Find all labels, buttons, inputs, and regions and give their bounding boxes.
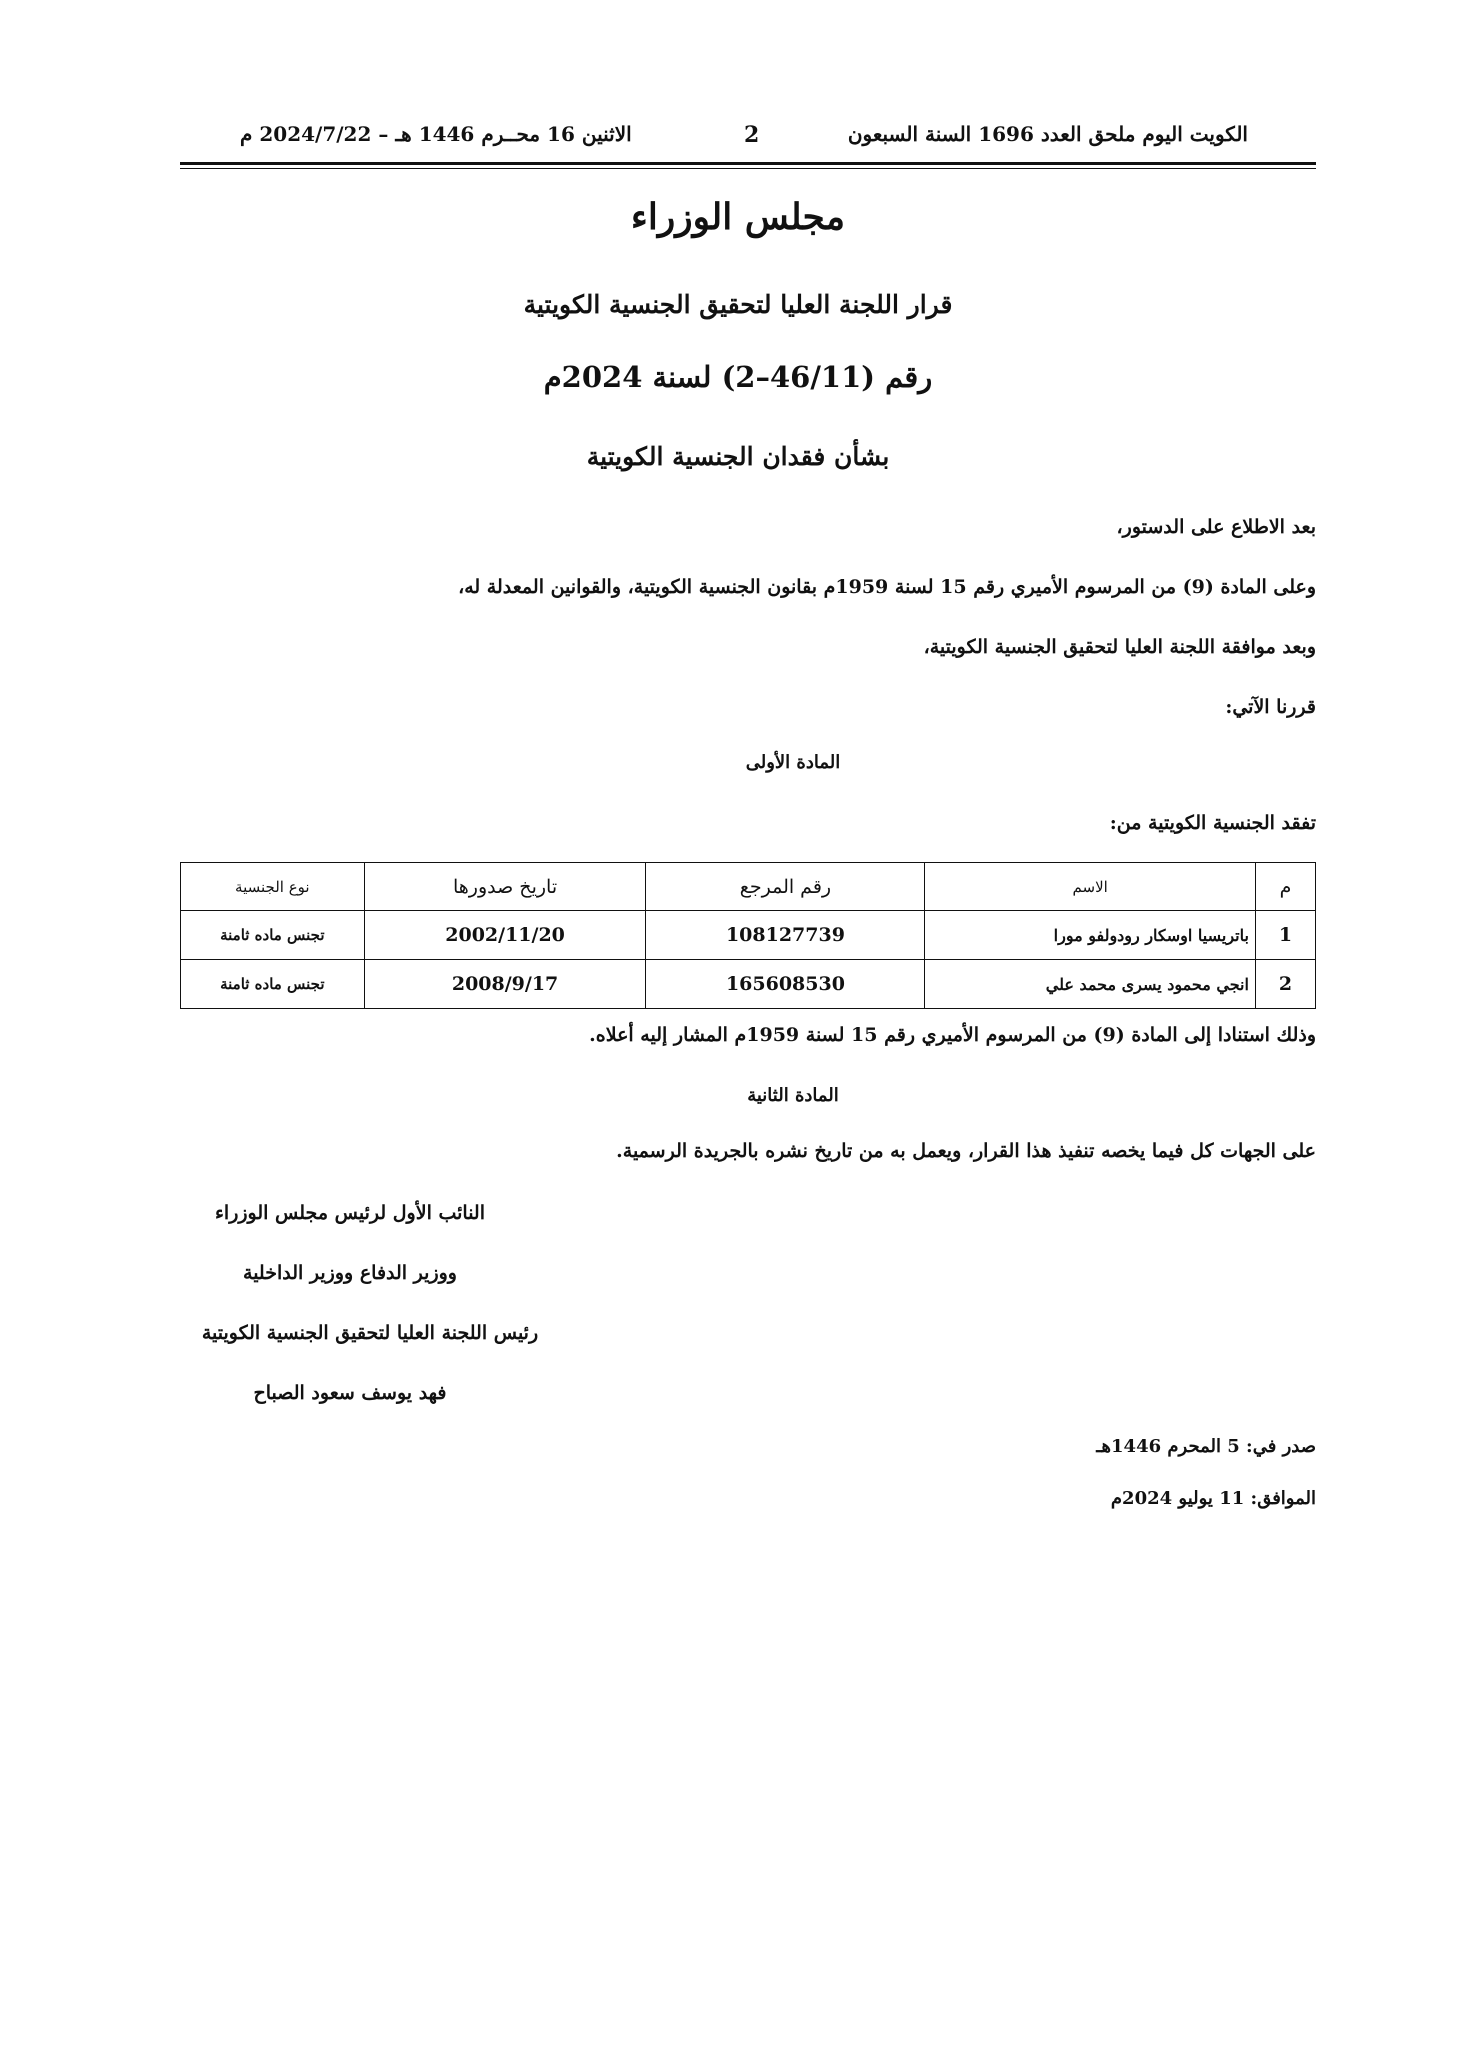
row-reference: 108127739: [646, 911, 925, 960]
article-1-footnote: وذلك استنادا إلى المادة (9) من المرسوم الأميري رقم 15 لسنة 1959م المشار إليه أعلاه.: [589, 1024, 1316, 1046]
article-2-heading: المادة الثانية: [747, 1085, 839, 1106]
article-1-intro: تفقد الجنسية الكويتية من:: [1109, 812, 1316, 834]
header-index: م: [1255, 863, 1315, 911]
gazette-issue-info: الكويت اليوم ملحق العدد 1696 السنة السبعون: [847, 122, 1248, 146]
row-index: 1: [1255, 911, 1315, 960]
row-date: 2008/9/17: [364, 960, 646, 1009]
signatory-name: فهد يوسف سعود الصباح: [253, 1382, 447, 1404]
decision-subject: بشأن فقدان الجنسية الكويتية: [586, 442, 890, 471]
row-type: تجنس ماده ثامنة: [181, 960, 365, 1009]
header-type: نوع الجنسية: [181, 863, 365, 911]
table-header-row: [181, 863, 1316, 911]
article-1-heading: المادة الأولى: [745, 752, 841, 773]
preamble-line-2: وعلى المادة (9) من المرسوم الأميري رقم 15 لسنة 1959م بقانون الجنسية الكويتية، والقوانين المعدلة له،: [458, 576, 1316, 598]
signature-title-3: رئيس اللجنة العليا لتحقيق الجنسية الكويتية: [201, 1322, 539, 1344]
table-row: [181, 911, 1316, 960]
signature-title-2: ووزير الدفاع ووزير الداخلية: [243, 1262, 457, 1284]
decision-title: قرار اللجنة العليا لتحقيق الجنسية الكويتية: [523, 290, 953, 319]
gazette-date: الاثنين 16 محــرم 1446 هـ – 2024/7/22 م: [240, 122, 632, 146]
header-divider-thin: [180, 168, 1316, 169]
page-number: 2: [744, 122, 760, 148]
row-name: انجي محمود يسرى محمد علي: [925, 960, 1256, 1009]
row-type: تجنس ماده ثامنة: [181, 911, 365, 960]
header-reference: رقم المرجع: [646, 863, 925, 911]
nationality-loss-table: [180, 862, 1316, 1009]
row-index: 2: [1255, 960, 1315, 1009]
row-date: 2002/11/20: [364, 911, 646, 960]
header-date: تاريخ صدورها: [364, 863, 646, 911]
issued-hijri-date: صدر في: 5 المحرم 1446هـ: [1096, 1436, 1316, 1457]
header-divider-thick: [180, 162, 1316, 165]
decision-number: رقم (46/11–2) لسنة 2024م: [543, 360, 933, 394]
preamble-line-4: قررنا الآتي:: [1225, 696, 1316, 718]
header-name: الاسم: [925, 863, 1256, 911]
council-title: مجلس الوزراء: [630, 196, 846, 238]
table-row: [181, 960, 1316, 1009]
issued-gregorian-date: الموافق: 11 يوليو 2024م: [1110, 1488, 1316, 1509]
article-2-text: على الجهات كل فيما يخصه تنفيذ هذا القرار، ويعمل به من تاريخ نشره بالجريدة الرسمية.: [616, 1140, 1316, 1162]
row-name: باتريسيا اوسكار رودولفو مورا: [925, 911, 1256, 960]
preamble-line-3: وبعد موافقة اللجنة العليا لتحقيق الجنسية الكويتية،: [923, 636, 1316, 658]
row-reference: 165608530: [646, 960, 925, 1009]
preamble-line-1: بعد الاطلاع على الدستور،: [1116, 516, 1316, 538]
signature-title-1: النائب الأول لرئيس مجلس الوزراء: [214, 1202, 485, 1224]
